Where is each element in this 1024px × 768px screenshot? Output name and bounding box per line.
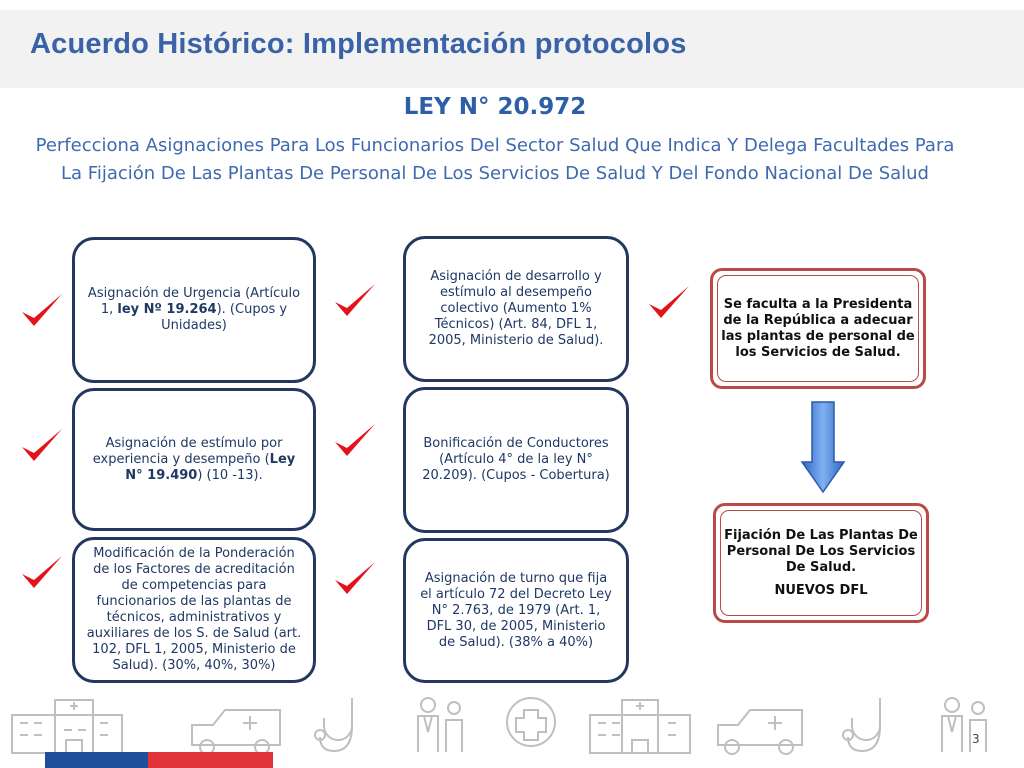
- benefit-box-text: Asignación de desarrollo y estímulo al desempeño colectivo (Aumento 1% Técnicos) (Art. 84, DFL 1, 2005, Ministerio de Salud).: [428, 269, 604, 348]
- benefit-box-conductores: [403, 387, 629, 533]
- benefit-box-text: Bonificación de Conductores (Artículo 4° de la ley N° 20.209). (Cupos - Cobertura): [422, 436, 610, 483]
- benefit-box-text: Asignación de turno que fija el artículo 72 del Decreto Ley N° 2.763, de 1979 (Art. 1, DFL 30, de 2005, Ministerio de Salud). (38% a 40%): [420, 570, 612, 650]
- footer-icon-strip: [0, 690, 1024, 760]
- slide-title: Acuerdo Histórico: Implementación protocolos: [30, 28, 687, 60]
- hospital-icon: [590, 700, 690, 753]
- checkmark-icon: [20, 552, 64, 592]
- checkmark-icon: [20, 290, 64, 330]
- law-subtitle: Perfecciona Asignaciones Para Los Funcionarios Del Sector Salud Que Indica Y Delega Facultades Para La Fijación De Las Plantas De Personal De Los Servicios De Salud Y Del Fondo Nacional De Salud: [35, 135, 955, 184]
- doctor-patient-icon: [418, 698, 462, 752]
- faculty-text: Se faculta a la Presidenta de la República a adecuar las plantas de personal de los Servicios de Salud.: [721, 296, 915, 360]
- benefit-box-turno: [403, 538, 629, 683]
- benefit-box-ponderacion: [72, 537, 316, 683]
- plantas-box: [713, 503, 929, 623]
- ambulance-icon: [718, 710, 802, 754]
- ambulance-icon: [192, 710, 280, 754]
- benefit-box-urgencia: [72, 237, 316, 383]
- faculty-box: [710, 268, 926, 389]
- checkmark-icon: [333, 558, 377, 598]
- law-title: LEY N° 20.972: [403, 94, 587, 120]
- checkmark-icon: [20, 425, 64, 465]
- checkmark-icon: [333, 420, 377, 460]
- page-number: 3: [972, 732, 980, 746]
- brand-bar-blue: [45, 752, 148, 768]
- benefit-box-estimulo: [72, 388, 316, 531]
- benefit-box-desarrollo: [403, 236, 629, 382]
- medical-cross-icon: [507, 698, 555, 746]
- benefit-box-text: Asignación de Urgencia (Artículo 1, ley Nº 19.264). (Cupos y Unidades): [87, 286, 301, 333]
- brand-bar-red: [148, 752, 273, 768]
- down-arrow-icon: [800, 400, 846, 494]
- stethoscope-icon: [843, 698, 880, 751]
- plantas-text: [716, 528, 926, 599]
- plantas-note: NUEVOS DFL: [774, 582, 868, 598]
- benefit-box-text: Asignación de estímulo por experiencia y desempeño (Ley N° 19.490) (10 -13).: [92, 435, 296, 483]
- checkmark-icon: [333, 280, 377, 320]
- plantas-title: Fijación De Las Plantas De Personal De Los Servicios De Salud.: [724, 527, 918, 575]
- checkmark-icon: [647, 282, 691, 322]
- benefit-box-text: Modificación de la Ponderación de los Factores de acreditación de competencias para funcionarios de las plantas de técnicos, administrativos y auxiliares de los S. de Salud (art. 102, DFL 1, 2005, Ministerio de Salud). (30%, 40%, 30%): [86, 546, 302, 673]
- stethoscope-icon: [315, 698, 352, 751]
- hospital-icon: [12, 700, 122, 753]
